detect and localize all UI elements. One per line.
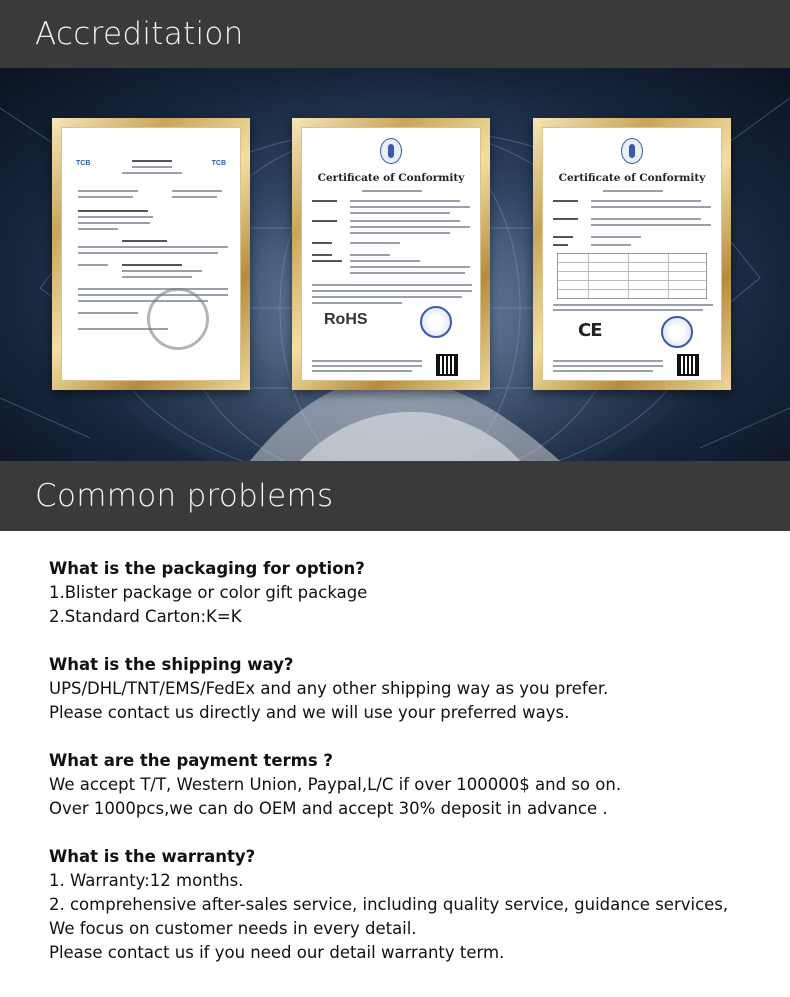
faq-item-warranty: [49, 845, 749, 965]
faq-answer-line: We accept T/T, Western Union, Paypal,L/C if over 100000$ and so on.: [49, 775, 622, 794]
rohs-mark: RoHS: [324, 311, 368, 328]
accreditation-header: [0, 0, 790, 68]
tcb-logo-right: TCB: [211, 160, 226, 167]
faq-answer-line: We focus on customer needs in every detail.: [49, 919, 417, 938]
faq-answer-line: Please contact us if you need our detail warranty term.: [49, 943, 505, 962]
qr-code-icon: [677, 354, 699, 376]
faq-answer-line: 2. comprehensive after-sales service, including quality service, guidance services,: [49, 895, 729, 914]
faq-answer-line: 1.Blister package or color gift package: [49, 583, 368, 602]
faq-answer-line: 1. Warranty:12 months.: [49, 871, 244, 890]
common-problems-header: [0, 461, 790, 531]
rohs-certificate-heading: Certificate of Conformity: [317, 172, 465, 184]
ce-certificate: [533, 118, 731, 390]
qr-code-icon: [436, 354, 458, 376]
faq-answer-line: UPS/DHL/TNT/EMS/FedEx and any other shipping way as you prefer.: [49, 679, 609, 698]
faq-item-shipping: [49, 653, 749, 725]
accreditation-title: Accreditation: [35, 16, 244, 52]
tcb-certificate: [52, 118, 250, 390]
certification-seal-icon: [661, 316, 693, 348]
certification-seal-icon: [420, 306, 452, 338]
faq-item-packaging: [49, 557, 749, 629]
faq-question: What is the shipping way?: [49, 655, 294, 674]
faq-answer-line: Please contact us directly and we will use your preferred ways.: [49, 703, 570, 722]
common-problems-title: Common problems: [35, 478, 334, 514]
standards-table: [557, 253, 707, 299]
tcb-logo-left: TCB: [76, 160, 91, 167]
certificate-emblem-icon: [380, 138, 402, 164]
faq-answer-line: 2.Standard Carton:K=K: [49, 607, 242, 626]
faq-item-payment: [49, 749, 749, 821]
faq-question: What are the payment terms ?: [49, 751, 333, 770]
faq-question: What is the packaging for option?: [49, 559, 365, 578]
ce-mark: CE: [578, 320, 602, 341]
faq-answer-line: Over 1000pcs,we can do OEM and accept 30% deposit in advance .: [49, 799, 608, 818]
certificates-showcase: [0, 68, 790, 461]
rohs-certificate: [292, 118, 490, 390]
tcb-seal-stamp: [147, 288, 209, 350]
faq-list: [49, 557, 749, 989]
certificate-emblem-icon: [621, 138, 643, 164]
faq-question: What is the warranty?: [49, 847, 256, 866]
ce-certificate-heading: Certificate of Conformity: [558, 172, 706, 184]
